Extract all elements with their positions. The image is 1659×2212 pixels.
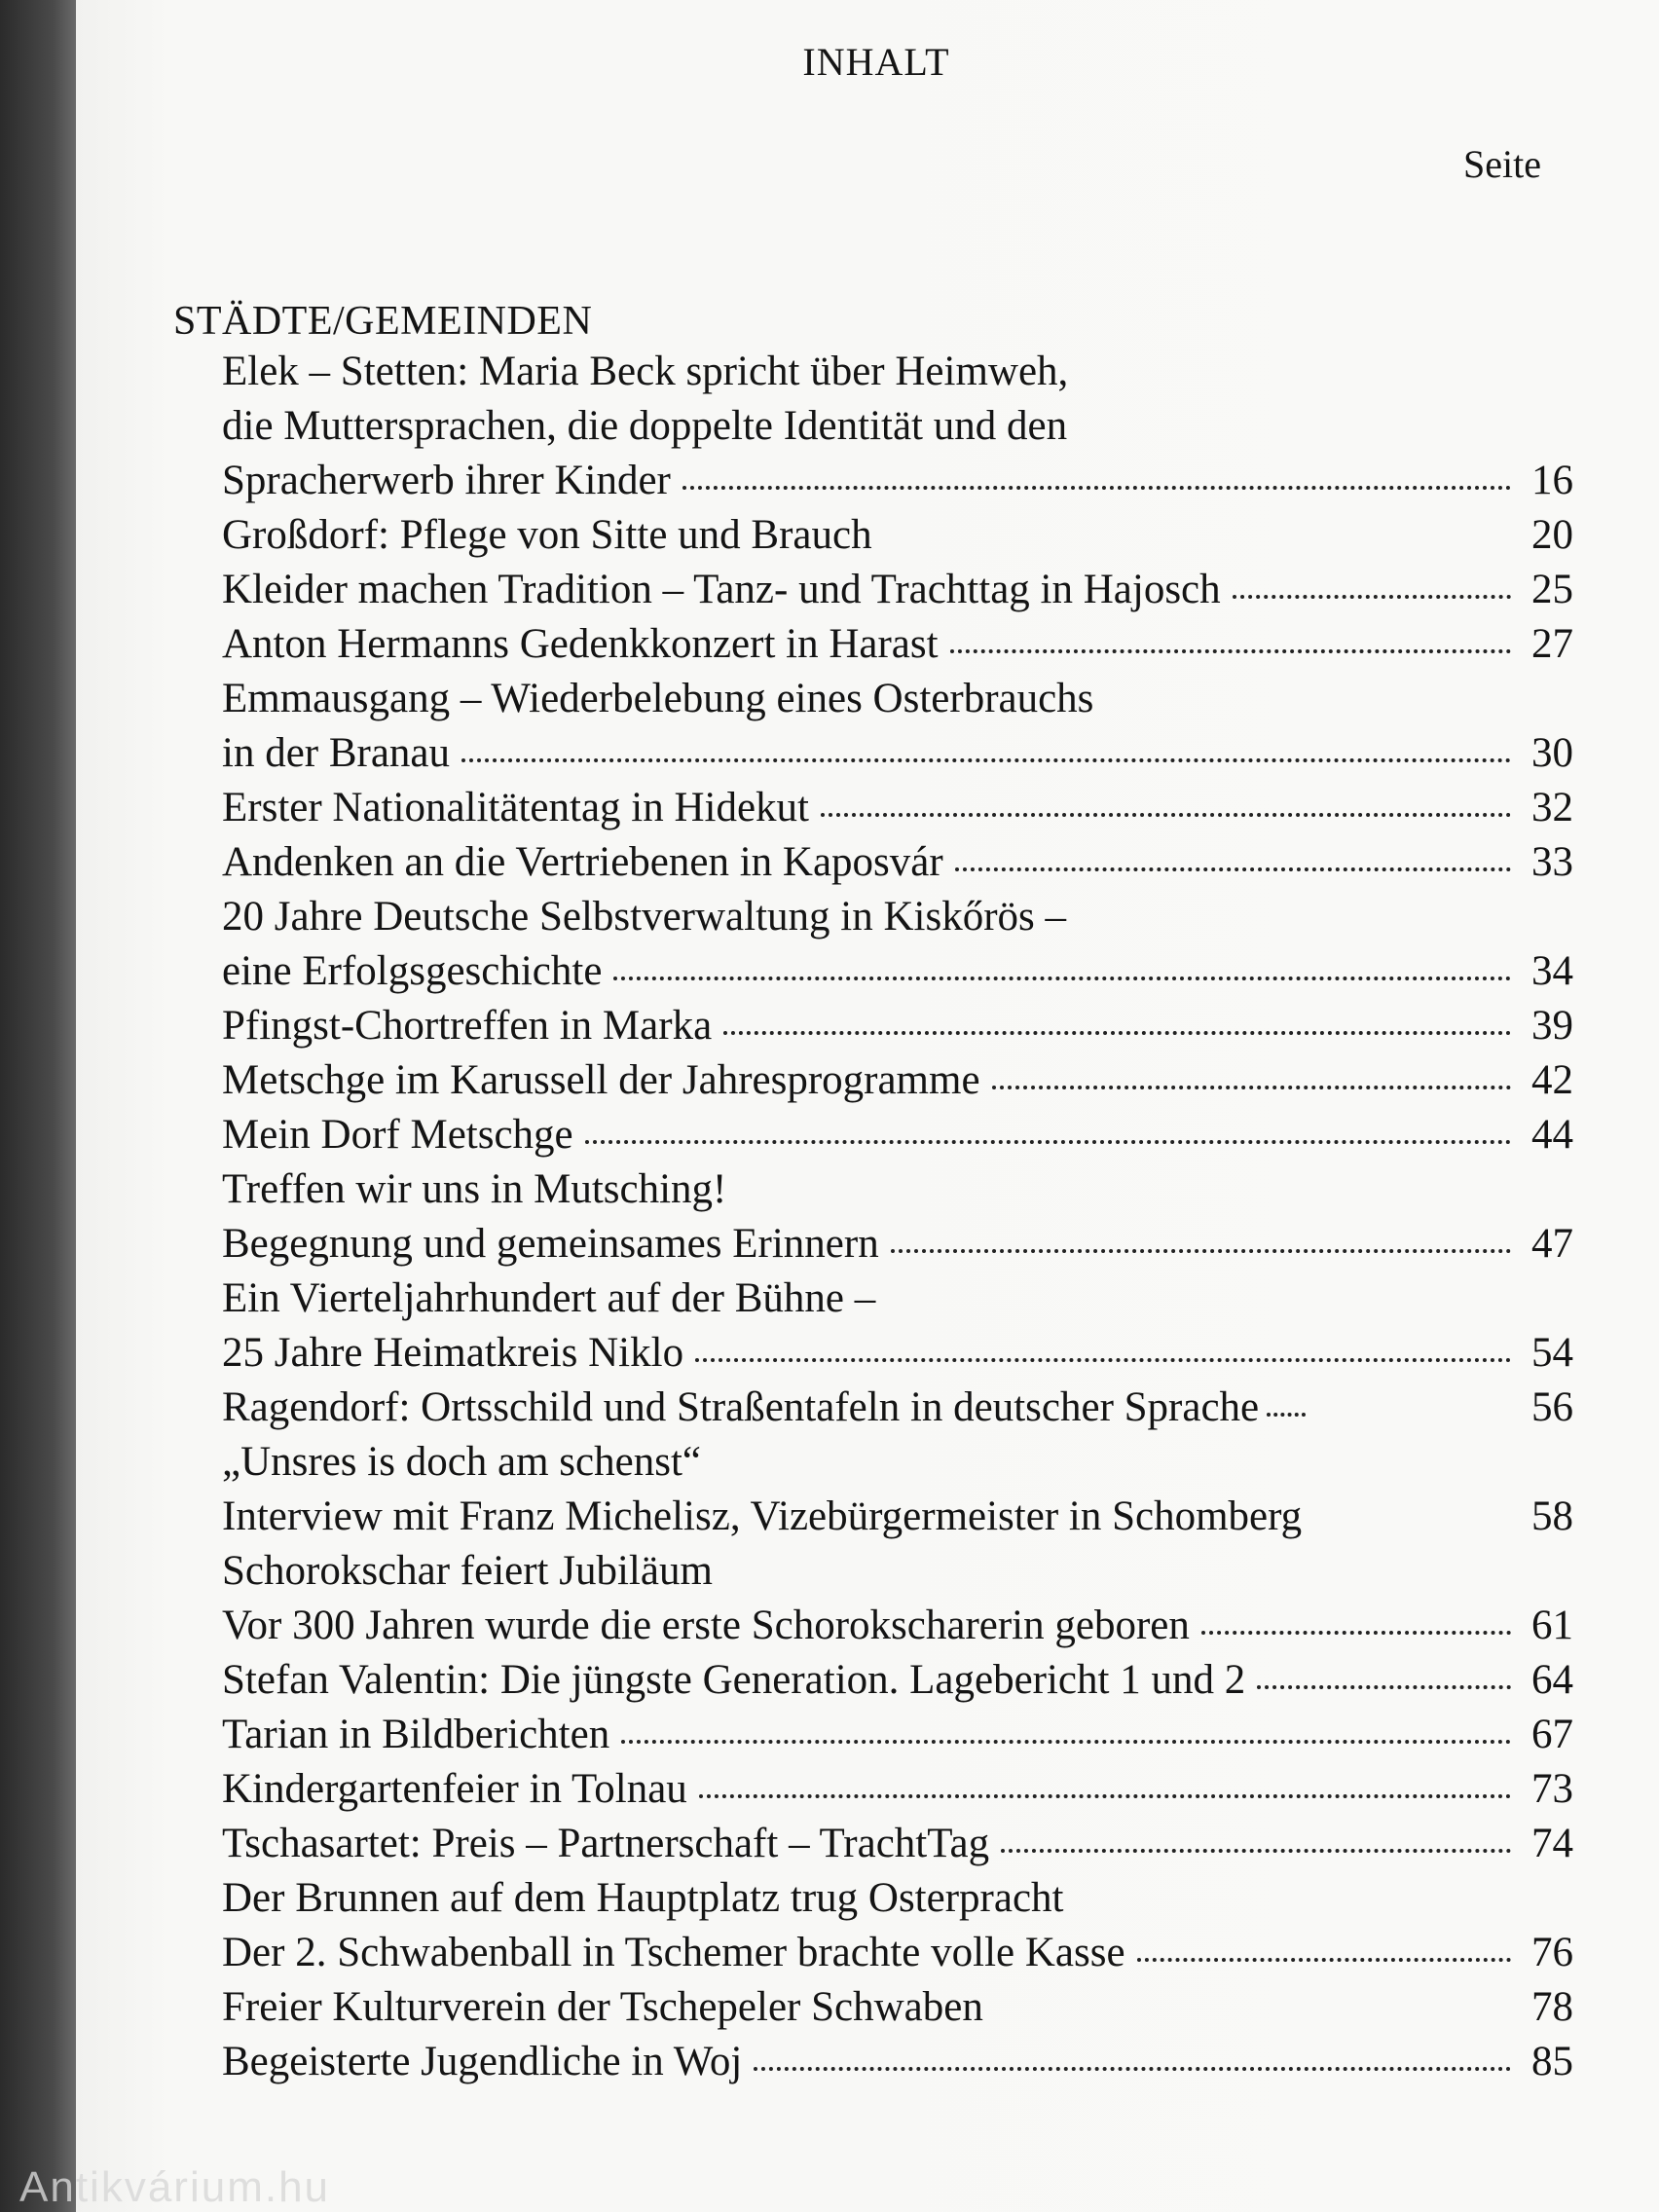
toc-entry (222, 999, 1573, 1053)
toc-page-number: 58 (1531, 1493, 1573, 1539)
toc-entry-line (222, 726, 1573, 781)
toc-page-number: 47 (1531, 1221, 1573, 1267)
toc-entry-title: Ragendorf: Ortsschild und Straßentafeln in deutscher Sprache (222, 1384, 1260, 1430)
toc-entry-line (222, 1926, 1573, 1980)
toc-entry (222, 1272, 1573, 1381)
toc-entry-title: in der Branau (222, 730, 451, 776)
toc-page-number: 34 (1531, 948, 1573, 994)
toc-page-number: 42 (1531, 1057, 1573, 1103)
page-title: INHALT (802, 40, 950, 84)
toc-entry-line (222, 890, 1573, 944)
dot-leader (461, 758, 1511, 762)
dot-leader (955, 867, 1511, 871)
toc-entry (222, 781, 1573, 835)
toc-entry-line (222, 1980, 1573, 2035)
toc-entry-line (222, 508, 1573, 563)
toc-page-number: 61 (1531, 1603, 1573, 1648)
toc-entry-line (222, 2035, 1573, 2089)
toc-page-number: 25 (1531, 567, 1573, 612)
toc-entry (222, 1762, 1573, 1817)
toc-entry-title: Anton Hermanns Gedenkkonzert in Harast (222, 621, 939, 667)
toc-entry-title: Erster Nationalitätentag in Hidekut (222, 785, 810, 830)
toc-entry (222, 345, 1573, 508)
dot-leader (992, 1086, 1511, 1089)
toc-entry (222, 1381, 1573, 1490)
toc-entry-line (222, 999, 1573, 1053)
toc-entry-title: Tschasartet: Preis – Partnerschaft – TrachtTag (222, 1821, 990, 1866)
toc-entry (222, 835, 1573, 890)
dot-leader (821, 813, 1511, 817)
dot-leader (682, 486, 1511, 490)
toc-page-number: 39 (1531, 1003, 1573, 1049)
dot-leader (695, 1358, 1511, 1362)
dot-leader (1233, 595, 1511, 599)
toc-entry-line (222, 1653, 1573, 1708)
dot-leader (1201, 1631, 1511, 1635)
section-heading: STÄDTE/GEMEINDEN (173, 299, 593, 344)
toc-entry (222, 1653, 1573, 1708)
table-of-contents (222, 345, 1573, 2089)
toc-page-number: 30 (1531, 730, 1573, 776)
toc-entry-line (222, 1272, 1573, 1326)
toc-entry-title: 20 Jahre Deutsche Selbstverwaltung in Kiskőrös – (222, 894, 1067, 940)
toc-entry-line (222, 454, 1573, 508)
toc-entry-line (222, 1108, 1573, 1162)
toc-entry (222, 1053, 1573, 1108)
toc-page-number: 73 (1531, 1766, 1573, 1812)
toc-entry-line (222, 835, 1573, 890)
toc-entry-line (222, 1381, 1573, 1435)
toc-entry-title: Andenken an die Vertriebenen in Kaposvár (222, 839, 943, 885)
toc-entry-title: die Muttersprachen, die doppelte Identität und den (222, 403, 1068, 449)
toc-entry-title: „Unsres is doch am schenst“ (222, 1439, 701, 1485)
toc-entry-line (222, 563, 1573, 617)
toc-entry-line (222, 1544, 1573, 1599)
dot-leader (585, 1140, 1511, 1144)
page-column-label: Seite (1463, 142, 1541, 186)
toc-entry-title: Ein Vierteljahrhundert auf der Bühne – (222, 1275, 876, 1321)
toc-entry-title: Großdorf: Pflege von Sitte und Brauch (222, 512, 872, 558)
toc-entry-title: Schorokschar feiert Jubiläum (222, 1548, 713, 1594)
dot-leader (950, 649, 1511, 653)
toc-entry-title: Interview mit Franz Michelisz, Vizebürgermeister in Schomberg (222, 1493, 1303, 1539)
toc-entry (222, 1108, 1573, 1162)
toc-entry (222, 1817, 1573, 1871)
toc-page-number: 85 (1531, 2039, 1573, 2084)
toc-entry-title: Elek – Stetten: Maria Beck spricht über Heimweh, (222, 349, 1069, 394)
toc-page-number: 76 (1531, 1930, 1573, 1975)
toc-entry-title: Vor 300 Jahren wurde die erste Schorokscharerin geboren (222, 1603, 1190, 1648)
toc-page-number: 32 (1531, 785, 1573, 830)
watermark: Antikvárium.hu (19, 2163, 331, 2211)
toc-page-number: 16 (1531, 458, 1573, 503)
toc-page-number: 78 (1531, 1984, 1573, 2030)
toc-entry-title: Stefan Valentin: Die jüngste Generation. Lagebericht 1 und 2 (222, 1657, 1246, 1703)
toc-entry-title: Der 2. Schwabenball in Tschemer brachte volle Kasse (222, 1930, 1125, 1975)
toc-entry-line (222, 1326, 1573, 1381)
toc-page-number: 56 (1531, 1384, 1573, 1430)
toc-page-number: 44 (1531, 1112, 1573, 1158)
toc-entry (222, 2035, 1573, 2089)
toc-entry-title: Kleider machen Tradition – Tanz- und Trachttag in Hajosch (222, 567, 1221, 612)
toc-page-number: 27 (1531, 621, 1573, 667)
toc-page-number: 74 (1531, 1821, 1573, 1866)
book-spine-shadow (0, 0, 76, 2212)
toc-entry-title: Metschge im Karussell der Jahresprogramme (222, 1057, 980, 1103)
toc-entry-line (222, 781, 1573, 835)
toc-entry-line (222, 1490, 1573, 1544)
toc-entry-line (222, 1762, 1573, 1817)
toc-entry-line (222, 672, 1573, 726)
toc-entry-title: Emmausgang – Wiederbelebung eines Osterbrauchs (222, 676, 1094, 721)
toc-entry (222, 617, 1573, 672)
toc-page-number: 33 (1531, 839, 1573, 885)
toc-entry-title: Der Brunnen auf dem Hauptplatz trug Osterpracht (222, 1875, 1064, 1921)
toc-entry (222, 1871, 1573, 1980)
toc-entry-line (222, 1817, 1573, 1871)
dot-leader (621, 1740, 1511, 1744)
toc-entry-line (222, 1708, 1573, 1762)
dot-leader (1257, 1685, 1511, 1689)
toc-entry-line (222, 399, 1573, 454)
toc-entry-title: eine Erfolgsgeschichte (222, 948, 603, 994)
dot-leader (1137, 1958, 1511, 1962)
dot-leader (754, 2067, 1511, 2071)
toc-entry (222, 563, 1573, 617)
toc-entry-title: Freier Kulturverein der Tschepeler Schwaben (222, 1984, 983, 2030)
toc-entry (222, 508, 1573, 563)
dot-leader (891, 1249, 1511, 1253)
toc-entry (222, 1162, 1573, 1272)
toc-entry-line (222, 617, 1573, 672)
toc-page-number: 20 (1531, 512, 1573, 558)
toc-entry (222, 1544, 1573, 1653)
toc-entry (222, 1490, 1573, 1544)
dot-leader (1001, 1849, 1511, 1853)
toc-entry-line (222, 1435, 1573, 1490)
toc-page-number: 67 (1531, 1712, 1573, 1757)
toc-entry (222, 1708, 1573, 1762)
toc-entry-line (222, 1871, 1573, 1926)
toc-page-number: 64 (1531, 1657, 1573, 1703)
dot-leader (699, 1794, 1511, 1798)
toc-entry-line (222, 944, 1573, 999)
toc-entry-title: Kindergartenfeier in Tolnau (222, 1766, 687, 1812)
toc-entry-title: Begeisterte Jugendliche in Woj (222, 2039, 743, 2084)
toc-entry (222, 1980, 1573, 2035)
toc-entry-title: Pfingst-Chortreffen in Marka (222, 1003, 713, 1049)
toc-entry-title: Begegnung und gemeinsames Erinnern (222, 1221, 879, 1267)
toc-entry-line (222, 345, 1573, 399)
toc-entry-title: 25 Jahre Heimatkreis Niklo (222, 1330, 684, 1376)
toc-page-number: 54 (1531, 1330, 1573, 1376)
dot-leader (1267, 1413, 1306, 1417)
toc-entry (222, 672, 1573, 781)
toc-entry-line (222, 1162, 1573, 1217)
dot-leader (613, 977, 1511, 980)
dot-leader (723, 1031, 1511, 1035)
toc-entry (222, 890, 1573, 999)
toc-entry-title: Spracherwerb ihrer Kinder (222, 458, 671, 503)
toc-entry-line (222, 1599, 1573, 1653)
toc-entry-title: Treffen wir uns in Mutsching! (222, 1166, 727, 1212)
toc-entry-line (222, 1217, 1573, 1272)
toc-entry-title: Mein Dorf Metschge (222, 1112, 573, 1158)
toc-entry-line (222, 1053, 1573, 1108)
toc-entry-title: Tarian in Bildberichten (222, 1712, 610, 1757)
